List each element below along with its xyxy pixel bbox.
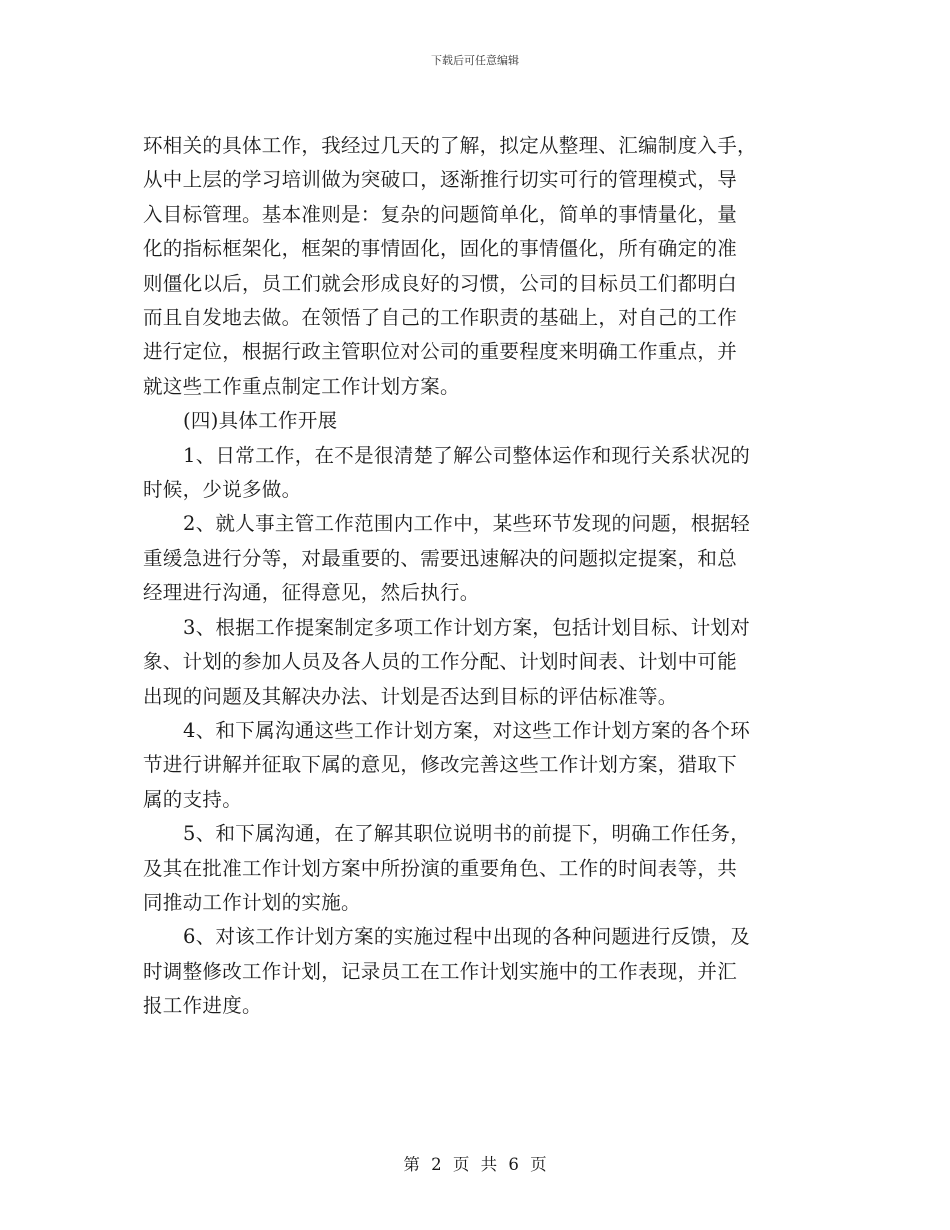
header-text: 下载后可任意编辑 xyxy=(431,54,519,67)
text-line: 时候，少说多做。 xyxy=(143,478,302,502)
text-line: (四)具体工作开展 xyxy=(183,409,338,433)
text-line: 节进行讲解并征取下属的意见，修改完善这些工作计划方案，猎取下 xyxy=(143,753,738,777)
page-header xyxy=(0,53,950,69)
text-line: 环相关的具体工作，我经过几天的了解，拟定从整理、汇编制度入手， xyxy=(143,134,757,157)
page-number: 第 2 页 共 6 页 xyxy=(403,1155,547,1174)
document-body xyxy=(143,129,808,1024)
text-line: 入目标管理。基本准则是：复杂的问题简单化，简单的事情量化，量 xyxy=(143,202,738,226)
text-line: 6、对该工作计划方案的实施过程中出现的各种问题进行反馈，及 xyxy=(183,925,751,949)
text-line: 而且自发地去做。在领悟了自己的工作职责的基础上，对自己的工作 xyxy=(143,306,738,330)
text-line: 属的支持。 xyxy=(143,787,243,811)
text-line: 同推动工作计划的实施。 xyxy=(143,890,361,914)
text-line: 进行定位，根据行政主管职位对公司的重要程度来明确工作重点，并 xyxy=(143,340,738,364)
text-line: 1、日常工作，在不是很清楚了解公司整体运作和现行关系状况的 xyxy=(183,443,751,467)
text-line: 则僵化以后，员工们就会形成良好的习惯，公司的目标员工们都明白 xyxy=(143,271,738,295)
text-line: 及其在批准工作计划方案中所扮演的重要角色、工作的时间表等，共 xyxy=(143,856,738,880)
text-line: 报工作进度。 xyxy=(143,994,262,1018)
text-line: 象、计划的参加人员及各人员的工作分配、计划时间表、计划中可能 xyxy=(143,650,738,674)
text-line: 就这些工作重点制定工作计划方案。 xyxy=(143,374,460,398)
text-line: 时调整修改工作计划，记录员工在工作计划实施中的工作表现，并汇 xyxy=(143,959,738,983)
text-line: 化的指标框架化，框架的事情固化，固化的事情僵化，所有确定的准 xyxy=(143,237,738,261)
text-line: 重缓急进行分等，对最重要的、需要迅速解决的问题拟定提案，和总 xyxy=(143,546,738,570)
page-footer xyxy=(0,1154,950,1176)
text-line: 经理进行沟通，征得意见，然后执行。 xyxy=(143,581,480,605)
text-line: 4、和下属沟通这些工作计划方案，对这些工作计划方案的各个环 xyxy=(183,718,751,742)
text-line: 从中上层的学习培训做为突破口，逐渐推行切实可行的管理模式，导 xyxy=(143,168,738,192)
text-line: 3、根据工作提案制定多项工作计划方案，包括计划目标、计划对 xyxy=(183,615,751,639)
text-line: 5、和下属沟通，在了解其职位说明书的前提下，明确工作任务， xyxy=(183,822,751,846)
text-line: 2、就人事主管工作范围内工作中，某些环节发现的问题，根据轻 xyxy=(183,512,751,536)
text-line: 出现的问题及其解决办法、计划是否达到目标的评估标准等。 xyxy=(143,684,678,708)
